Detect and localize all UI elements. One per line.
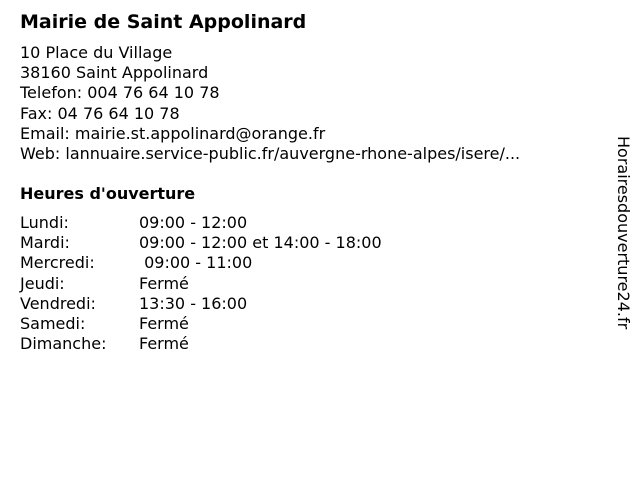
day-hours: 09:00 - 12:00 — [139, 213, 248, 232]
web-label: Web: — [20, 144, 61, 164]
day-hours: Fermé — [139, 334, 189, 354]
day-label: Samedi: — [20, 313, 86, 333]
web-link[interactable]: lannuaire.service-public.fr/auvergne-rhone-alpes/isere/... — [65, 144, 521, 164]
day-label: Jeudi: — [20, 273, 65, 293]
day-label: Dimanche: — [20, 334, 107, 354]
day-hours: 09:00 - 12:00 et 14:00 - 18:00 — [139, 233, 382, 253]
address-line-2: 38160 Saint Appolinard — [20, 63, 209, 83]
phone-line — [20, 83, 520, 103]
hours-row-friday — [20, 294, 440, 314]
hours-row-saturday — [20, 314, 440, 334]
phone-label: Telefon: — [20, 83, 83, 103]
hours-row-sunday — [20, 334, 440, 354]
hours-row-monday — [20, 213, 440, 233]
email-link[interactable]: mairie.st.appolinard@orange.fr — [74, 123, 326, 143]
day-hours: 13:30 - 16:00 — [139, 293, 248, 313]
site-watermark: Horairesdouverture24.fr — [614, 136, 633, 330]
day-hours: Fermé — [139, 313, 189, 333]
hours-row-tuesday — [20, 233, 440, 253]
hours-row-thursday — [20, 274, 440, 294]
fax-line — [20, 104, 520, 124]
web-line — [20, 144, 520, 164]
email-label: Email: — [20, 123, 70, 143]
opening-hours-table — [20, 213, 440, 354]
email-line — [20, 124, 520, 144]
day-hours: Fermé — [139, 273, 189, 293]
day-label: Mercredi: — [20, 253, 95, 273]
address-line-1: 10 Place du Village — [20, 43, 173, 62]
day-hours: 09:00 - 11:00 — [139, 253, 253, 273]
day-label: Lundi: — [20, 213, 69, 232]
fax-number: 04 76 64 10 78 — [57, 103, 180, 123]
hours-row-wednesday — [20, 253, 440, 273]
day-label: Vendredi: — [20, 293, 96, 313]
contact-block — [20, 43, 520, 164]
phone-number[interactable]: 004 76 64 10 78 — [87, 83, 220, 103]
hours-heading: Heures d'ouverture — [20, 184, 196, 203]
page-title: Mairie de Saint Appolinard — [20, 11, 307, 33]
fax-label: Fax: — [20, 103, 53, 123]
day-label: Mardi: — [20, 233, 70, 253]
